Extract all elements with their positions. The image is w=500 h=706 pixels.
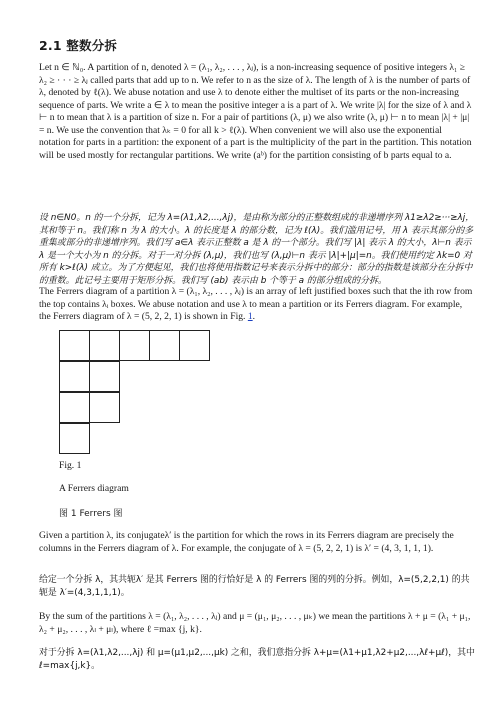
ferrers-row	[59, 392, 209, 423]
ferrers-row	[59, 361, 209, 392]
ferrers-text: The Ferrers diagram of a partition λ = (λ₁, λ₂, . . . , λⱼ) is an array of left justified boxes such that the ith row from the top contains λᵢ boxes. We abuse notation and use λ to mean a partition or its Ferrers diagram. For example, the Ferrers diagram of λ = (5, 2, 2, 1) is shown in Fig.	[39, 286, 473, 322]
ferrers-box	[89, 392, 120, 423]
figure-caption-title: A Ferrers diagram	[59, 483, 129, 494]
ferrers-box	[59, 392, 90, 423]
paragraph-ferrers-definition-en	[39, 286, 475, 324]
ferrers-diagram	[59, 330, 209, 454]
figure-caption-label: Fig. 1	[59, 460, 82, 471]
ferrers-box	[179, 330, 210, 361]
ferrers-box	[89, 330, 120, 361]
paragraph-sum-zh: 对于分拆 λ=(λ1,λ2,...,λj) 和 μ=(μ1,μ2,...,μk) 之和，我们意指分拆 λ+μ=(λ1+μ1,λ2+μ2,...,λℓ+μℓ)，其中 ℓ=max{j,k}。	[39, 648, 475, 671]
paragraph-conjugate-en: Given a partition λ, its conjugateλ′ is the partition for which the rows in its Ferrers diagram are precisely the columns in the Ferrers diagram of λ. For example, the conjugate of λ = (5, 2, 2, 1) is λ′ = (4, 3, 1, 1, 1).	[39, 530, 454, 554]
figure-reference-link[interactable]: 1	[247, 311, 253, 322]
ferrers-box	[59, 423, 90, 454]
paragraph-partition-definition-en: Let n ∈ ℕ₀. A partition of n, denoted λ = (λ₁, λ₂, . . . , λⱼ), is a non-increasing sequence of positive integers λ₁ ≥ λ₂ ≥ · · · ≥ λⱼ called parts that add up to n. We refer to n as the size of λ. The length of λ is the number of parts of λ, denoted by ℓ(λ). We abuse notation and use λ to denote either the multiset of its parts or the non-increasing sequence of parts. We write a ∈ λ to mean the positive integer a is a part of λ. We write |λ| for the size of λ and λ ⊢ n to mean that λ is a partition of size n. For a pair of partitions (λ, μ) we also write (λ, μ) ⊢ n to mean |λ| + |μ| = n. We use the convention that λₖ = 0 for all k > ℓ(λ). When convenient we will also use the exponential notation for parts in a partition: the exponent of a part is the multiplicity of the part in the partition. This notation will be used mostly for rectangular partitions. We write (aᵇ) for the partition consisting of b parts equal to a.	[39, 62, 472, 161]
ferrers-row	[59, 330, 209, 361]
ferrers-text-end: .	[252, 311, 256, 322]
paragraph-partition-definition-zh: 设 n∈N0。n 的一个分拆，记为 λ=(λ1,λ2,...,λj)，是由称为部分的正整数组成的非递增序列 λ1≥λ2≥···≥λj，其和等于 n。我们称 n 为 λ 的大小。λ 的长度是 λ 的部分数，记为 ℓ(λ)。我们滥用记号，用 λ 表示其部分的多重集或部分的非递增序列。我们写 a∈λ 表示正整数 a 是 λ 的一个部分。我们写 |λ| 表示 λ 的大小，λ⊢n 表示 λ 是一个大小为 n 的分拆。对于一对分拆 (λ,μ)，我们也写 (λ,μ)⊢n 表示 |λ|+|μ|=n。我们使用约定 λk=0 对所有 k>ℓ(λ) 成立。为了方便起见，我们也将使用指数记号来表示分拆中的部分：部分的指数是该部分在分拆中的重数。此记号主要用于矩形分拆。我们写 (ab) 表示由 b 个等于 a 的部分组成的分拆。	[39, 213, 475, 286]
ferrers-box	[89, 361, 120, 392]
ferrers-box	[59, 330, 90, 361]
ferrers-box	[149, 330, 180, 361]
ferrers-row	[59, 423, 209, 454]
paragraph-sum-en: By the sum of the partitions λ = (λ₁, λ₂, . . . , λⱼ) and μ = (μ₁, μ₂, . . . , μₖ) we mean the partitions λ + μ = (λ₁ + μ₁, λ₂ + μ₂, . . . , λₗ + μₗ), where ℓ =max {j, k}.	[39, 611, 471, 635]
paragraph-conjugate-zh: 给定一个分拆 λ，其共轭λ′ 是其 Ferrers 图的行恰好是 λ 的 Ferrers 图的列的分拆。例如，λ=(5,2,2,1) 的共轭是 λ′=(4,3,1,1,1)。	[39, 575, 470, 598]
figure-caption-zh: 图 1 Ferrers 图	[59, 509, 123, 519]
ferrers-box	[119, 330, 150, 361]
section-heading: 2.1 整数分拆	[39, 38, 118, 53]
ferrers-box	[59, 361, 90, 392]
